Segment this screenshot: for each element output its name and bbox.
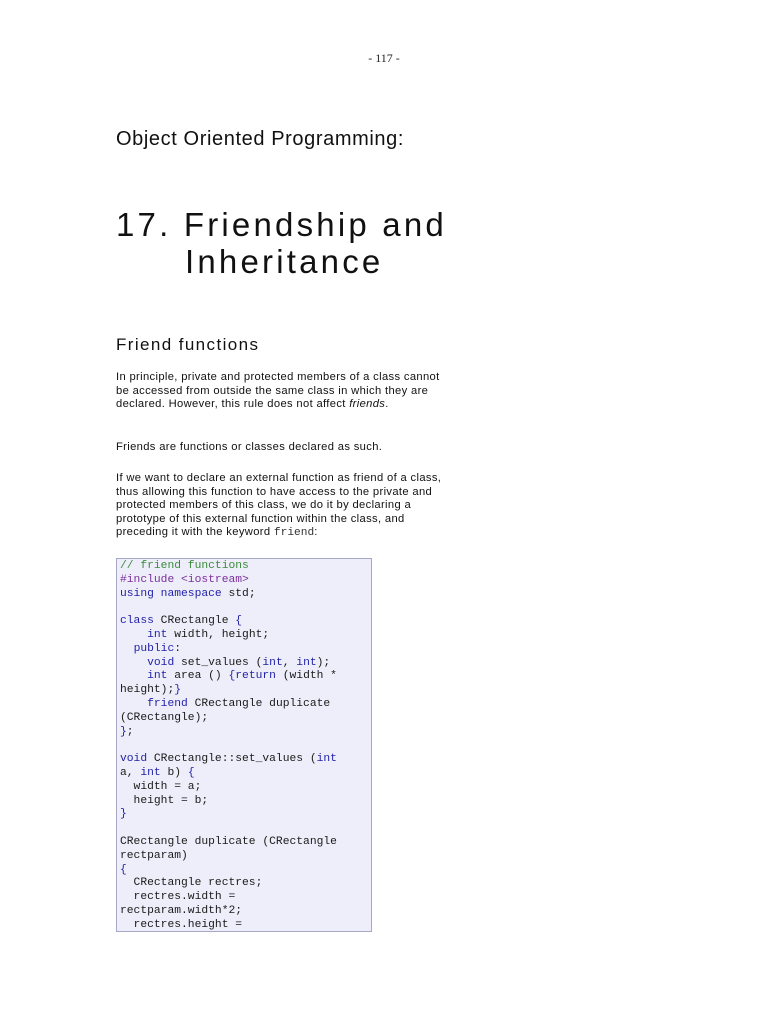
- code-example-box: [116, 558, 372, 932]
- code-line: [120, 739, 371, 753]
- paragraph-intro: [116, 371, 456, 412]
- code-keyword: friend: [147, 697, 188, 710]
- paragraph-declare-friend-text: If we want to declare an external function as friend of a class, thus allowing this function to have access to the private and protected members of this class, we do it by declaring a prototype of this external function within the class, and preceding it with the keyword: [116, 472, 442, 538]
- code-line: [120, 864, 371, 878]
- paragraph-friends-definition: Friends are functions or classes declared as such.: [116, 441, 383, 453]
- paragraph-declare-friend-end: :: [314, 526, 318, 538]
- code-line: [120, 726, 371, 740]
- code-text: a,: [120, 766, 141, 779]
- code-keyword: class: [120, 615, 154, 628]
- code-text: [120, 698, 147, 710]
- code-line: [120, 753, 371, 767]
- chapter-title: [116, 206, 476, 280]
- code-keyword: int: [296, 656, 317, 669]
- code-keyword: int: [147, 670, 168, 683]
- code-line: [120, 795, 371, 809]
- code-text: width, height;: [167, 628, 270, 641]
- code-text: area (): [167, 670, 229, 683]
- code-keyword: {: [235, 615, 243, 628]
- code-keyword: void: [120, 753, 148, 766]
- subsection-heading: Friend functions: [116, 335, 260, 354]
- code-preprocessor: #include <iostream>: [120, 573, 249, 586]
- code-line: [120, 712, 371, 726]
- code-text: [120, 657, 147, 669]
- code-text: );: [316, 656, 331, 669]
- code-line: [120, 601, 371, 615]
- code-text: CRectangle::set_values (: [147, 753, 317, 766]
- friend-keyword: friend: [273, 527, 315, 539]
- chapter-title-line-2: Inheritance: [185, 243, 384, 280]
- code-keyword: using namespace: [120, 587, 222, 600]
- paragraph-intro-text: In principle, private and protected members of a class cannot be accessed from outside the same class in which they are declared. However, this rule does not affect: [116, 371, 440, 410]
- code-keyword: }: [174, 684, 182, 697]
- chapter-title-line-1: 17. Friendship and: [116, 206, 447, 243]
- code-text: height = b;: [120, 794, 209, 807]
- code-line: [120, 919, 371, 932]
- code-keyword: }: [120, 808, 127, 821]
- code-text: b): [160, 766, 188, 779]
- code-text: std;: [221, 587, 256, 600]
- code-line: [120, 877, 371, 891]
- code-text: rectparam): [120, 849, 188, 862]
- code-text: CRectangle duplicate: [187, 697, 331, 710]
- code-keyword: void: [147, 656, 175, 669]
- code-text: CRectangle duplicate (CRectangle: [120, 835, 337, 848]
- code-text: ;: [126, 725, 134, 738]
- paragraph-declare-friend: [116, 472, 456, 541]
- code-text: :: [174, 642, 182, 655]
- paragraph-intro-end: .: [385, 398, 389, 410]
- code-keyword: }: [120, 725, 127, 738]
- code-line: [120, 822, 371, 836]
- section-heading: Object Oriented Programming:: [116, 128, 405, 150]
- code-text: height);: [120, 684, 175, 697]
- code-line: [120, 684, 371, 698]
- page-number: - 117 -: [368, 51, 400, 65]
- code-line: [120, 850, 371, 864]
- code-text: CRectangle rectres;: [120, 877, 263, 890]
- code-line: [120, 560, 371, 574]
- code-text: rectparam.width*2;: [120, 904, 243, 917]
- code-keyword: {: [120, 863, 127, 876]
- code-line: [120, 574, 371, 588]
- code-line: [120, 615, 371, 629]
- code-text: (width *: [275, 670, 337, 683]
- code-line: [120, 657, 371, 671]
- code-line: [120, 698, 371, 712]
- code-text: width = a;: [120, 780, 202, 793]
- code-keyword: int: [262, 656, 283, 669]
- code-line: [120, 670, 371, 684]
- code-keyword: int: [140, 766, 161, 779]
- code-line: [120, 588, 371, 602]
- code-line: [120, 905, 371, 919]
- code-line: [120, 836, 371, 850]
- code-text: [120, 670, 147, 682]
- code-text: CRectangle: [153, 615, 236, 628]
- code-keyword: {: [187, 766, 195, 779]
- code-text: [120, 643, 134, 655]
- code-text: [120, 629, 147, 641]
- code-line: [120, 781, 371, 795]
- code-line: [120, 891, 371, 905]
- code-text: rectres.width =: [120, 891, 236, 904]
- code-text: ,: [282, 656, 297, 669]
- code-line: [120, 629, 371, 643]
- code-line: [120, 767, 371, 781]
- code-keyword: int: [147, 628, 168, 641]
- code-text: (CRectangle);: [120, 711, 209, 724]
- code-keyword: public: [133, 642, 175, 655]
- friends-emphasis: friends: [349, 398, 386, 410]
- code-keyword: int: [316, 753, 337, 766]
- code-text: rectres.height =: [120, 918, 243, 931]
- code-keyword: {return: [228, 670, 276, 683]
- code-line: [120, 643, 371, 657]
- code-comment: // friend functions: [120, 560, 249, 572]
- code-text: set_values (: [174, 656, 263, 669]
- code-line: [120, 808, 371, 822]
